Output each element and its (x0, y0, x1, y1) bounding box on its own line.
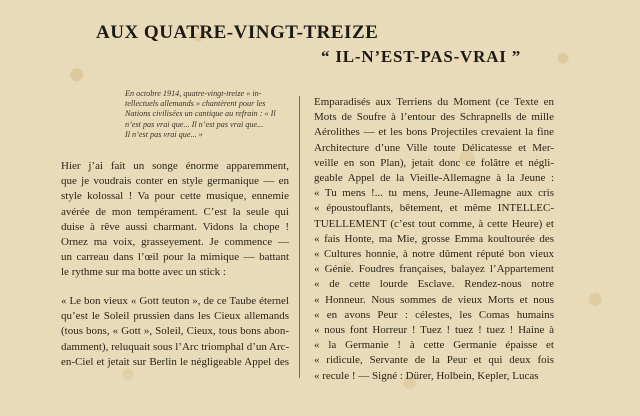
text-line: qu’est le Soleil prussien dans les Cieux allemands (61, 310, 289, 323)
text-line: Hier j’ai fait un songe énorme apparemment, (61, 160, 289, 172)
text-line: geable Appel de la Vieille-Allemagne à la Jeune : (314, 172, 554, 185)
text-line: « la Germanie ! à cette Germanie épaisse et (314, 339, 554, 352)
epigraph-line: En octobre 1914, quatre-vingt-treize « in- (125, 89, 262, 98)
column-divider (299, 96, 300, 378)
text-line: « Génie. Foudres françaises, balayez l’Appartement (314, 263, 554, 276)
text-line: Architecture d’une Ville toute Délicatesse et Mer- (314, 141, 554, 154)
text-line: Aérolithes — et les bons Projectiles crevaient la fine (314, 126, 554, 139)
text-line: style kolossal ! Va pour cette musique, ennemie (61, 190, 289, 203)
text-line: (tous bons, « Gott », Soleil, Cieux, tous bons abon- (61, 325, 289, 338)
text-line: « fais Honte, ma Mie, grosse Emma koultourée des (314, 232, 554, 245)
page-title: AUX QUATRE-VINGT-TREIZE (96, 22, 379, 43)
text-line: avérée de mon tempérament. C’est la seule qui (61, 205, 289, 218)
text-line: Mots de Soufre à l’entour des Schrapnells de mille (314, 111, 554, 124)
epigraph-line: tellectuels allemands » chantèrent pour les (125, 99, 266, 109)
epigraph (125, 89, 295, 140)
text-line: le rythme sur ma botte avec un stick : (61, 266, 226, 279)
text-line: « Cultures honnie, à notre dûment réputé bon vieux (314, 248, 554, 261)
right-paragraph (314, 95, 554, 384)
left-paragraph-2 (61, 294, 289, 370)
text-line: veille en son Plan), jetait donc ce folâtre et négli- (314, 156, 554, 169)
text-line: « époustouflants, bêtement, et même INTELLEC- (314, 202, 554, 215)
epigraph-line: n’est pas vrai que... Il n’est pas vrai que... (125, 119, 264, 129)
left-paragraph-1 (61, 159, 289, 281)
text-line: « Honneur. Nous sommes de vieux Morts et nous (314, 293, 554, 306)
text-line: Emparadisés aux Terriens du Moment (ce Texte en (314, 96, 554, 108)
text-line: « nous font Horreur ! Tuez ! tuez ! tuez ! Haine à (314, 324, 554, 337)
text-line: duise à rêve aussi charmant. Vidons la chope ! (61, 220, 289, 233)
text-line: « en avons Peur : célestes, les Comas humains (314, 308, 554, 321)
text-line: Ornez ma voix, grasseyement. Je commence — (61, 236, 289, 249)
page-subtitle: “ IL-N’EST-PAS-VRAI ” (321, 47, 522, 66)
epigraph-line: Nations civilisées un cantique au refrain : « Il (125, 109, 276, 119)
text-line: « de cette lourde Esclave. Rendez-nous notre (314, 278, 554, 291)
epigraph-line: Il n’est pas vrai que... » (125, 129, 203, 139)
text-line: « ridicule, Servante de la Peur et qui deux fois (314, 354, 554, 367)
text-line: que je voudrais conter en style germanique — en (61, 175, 289, 188)
text-line: « Tu mens !... tu mens, Jeune-Allemagne aux cris (314, 187, 554, 200)
text-line: un carreau dans l’œil pour la mimique — battant (61, 251, 289, 264)
text-line: TUELLEMENT (c’est tout comme, à cette Heure) et (314, 217, 554, 230)
text-line: en-Ciel et jetait sur Berlin le négligeable Appel des (61, 355, 289, 368)
text-line: damment), reluquait sous l’Arc triomphal d’un Arc- (61, 340, 290, 353)
text-line: « recule ! — Signé : Dürer, Holbein, Kepler, Lucas (314, 369, 539, 382)
text-line: « Le bon vieux « Gott teuton », de ce Taube éternel (61, 295, 289, 307)
